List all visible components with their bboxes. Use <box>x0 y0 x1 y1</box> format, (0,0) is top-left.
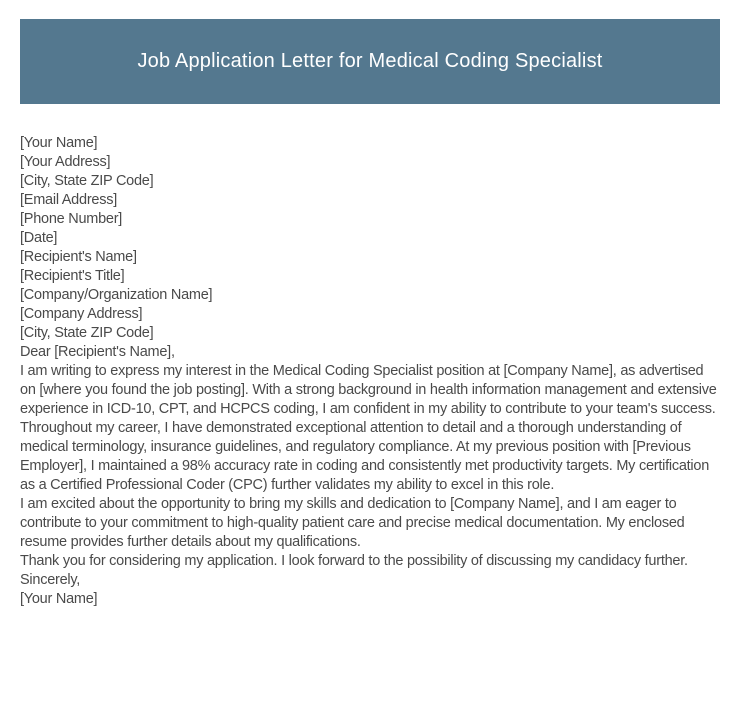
letter-title-banner <box>20 19 720 104</box>
sender-name-line: [Your Name] <box>20 135 98 151</box>
letter-document <box>0 19 740 609</box>
recipient-company-line: [Company/Organization Name] <box>20 287 213 303</box>
letter-paragraph-thanks: Thank you for considering my application. I look forward to the possibility of discussing my candidacy further. <box>20 553 688 569</box>
letter-body <box>20 134 722 609</box>
page-title: Job Application Letter for Medical Coding Specialist <box>137 50 603 72</box>
letter-paragraph-intro: I am writing to express my interest in the Medical Coding Specialist position at [Company Name], as advertised on [where you found the job posting]. With a strong background in health information management and extensive experience in ICD-10, CPT, and HCPCS coding, I am confident in my ability to contribute to your team's success. <box>20 363 717 417</box>
company-city-line: [City, State ZIP Code] <box>20 325 154 341</box>
sender-phone-line: [Phone Number] <box>20 211 123 227</box>
sender-address-line: [Your Address] <box>20 154 111 170</box>
date-line: [Date] <box>20 230 58 246</box>
sender-city-line: [City, State ZIP Code] <box>20 173 154 189</box>
recipient-name-line: [Recipient's Name] <box>20 249 137 265</box>
signature-line: [Your Name] <box>20 591 98 607</box>
closing-line: Sincerely, <box>20 572 81 588</box>
sender-email-line: [Email Address] <box>20 192 117 208</box>
salutation-line: Dear [Recipient's Name], <box>20 344 175 360</box>
letter-paragraph-experience: Throughout my career, I have demonstrated exceptional attention to detail and a thorough understanding of medical terminology, insurance guidelines, and regulatory compliance. At my previous position with [Previous Employer], I maintained a 98% accuracy rate in coding and consistently met productivity targets. My certification as a Certified Professional Coder (CPC) further validates my ability to excel in this role. <box>20 420 710 493</box>
recipient-title-line: [Recipient's Title] <box>20 268 125 284</box>
letter-paragraph-enthusiasm: I am excited about the opportunity to bring my skills and dedication to [Company Name], and I am eager to contribute to your commitment to high-quality patient care and precise medical documentation. My enclosed resume provides further details about my qualifications. <box>20 496 685 550</box>
company-address-line: [Company Address] <box>20 306 143 322</box>
